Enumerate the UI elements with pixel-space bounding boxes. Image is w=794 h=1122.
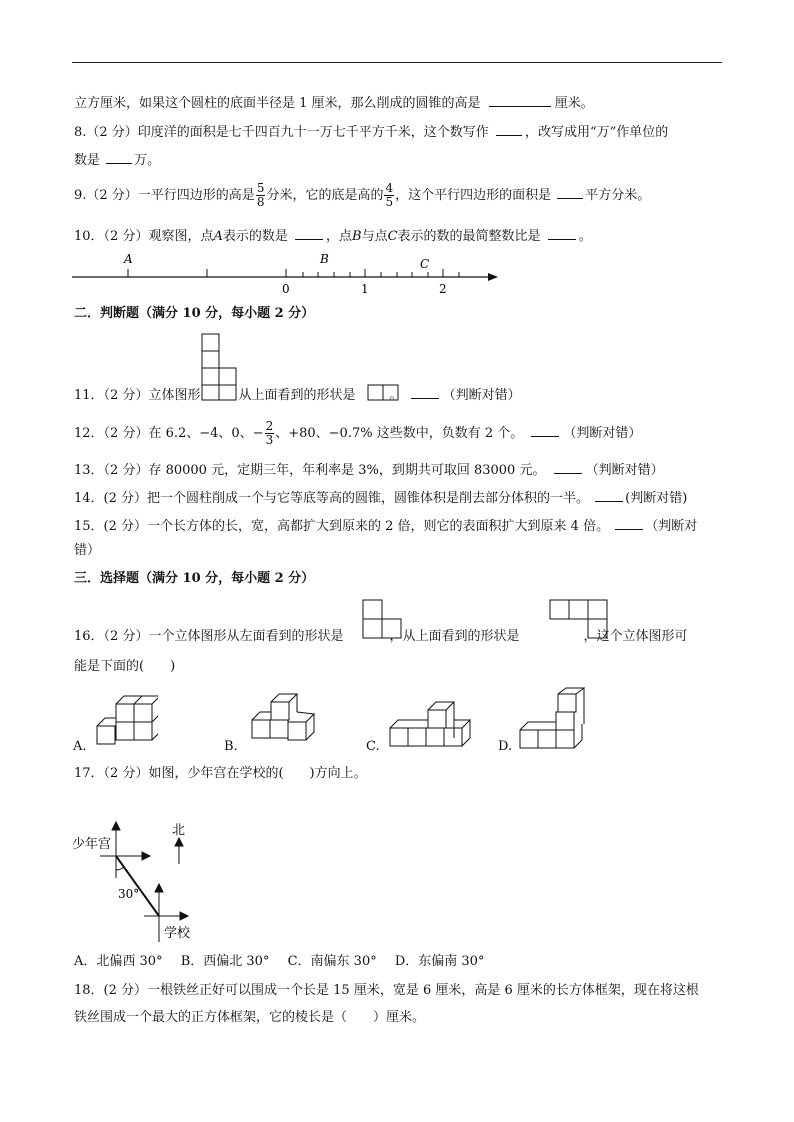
point-c-label: C (387, 229, 398, 244)
answer-blank[interactable] (489, 94, 551, 107)
q16-left-view-shape (361, 599, 405, 641)
fraction-five-eighths: $\frac{5}{8}$ (256, 181, 265, 209)
palace-label: 少年宫 (72, 837, 112, 852)
point-a-label: A (213, 229, 223, 244)
q10-text: 10．（2 分）观察图，点 (74, 229, 214, 244)
number-line (70, 250, 500, 298)
q8-line2 (74, 151, 160, 170)
q10-text4: 与点 (361, 229, 388, 244)
q7-unit: 厘米。 (554, 96, 594, 111)
q13-text: 13．（2 分）存 80000 元，定期三年，年利率是 3%，到期共可取回 83000 元。 (74, 463, 546, 478)
school-label: 学校 (164, 926, 191, 941)
q16-text3: ，这个立体图形可 (583, 629, 688, 644)
answer-blank[interactable] (295, 227, 323, 240)
q14-text: 14．(2 分）把一个圆柱削成一个与它等底等高的圆锥，圆锥体积是削去部分体积的一半。 (74, 491, 590, 506)
q18-line2: 铁丝围成一个最大的正方体框架，它的棱长是（ ）厘米。 (74, 1010, 426, 1025)
q17-options (74, 953, 484, 971)
q17-option-c[interactable]: C．南偏东 30° (287, 954, 377, 969)
q12-line (74, 420, 641, 448)
q17-line: 17．（2 分）如图，少年宫在学校的( )方向上。 (74, 766, 367, 781)
q16-top-view-shape (548, 599, 610, 641)
numline-label-a: A (124, 252, 133, 266)
q8-text2: ，改写成用“万”作单位的 (524, 125, 669, 140)
answer-blank[interactable] (411, 386, 439, 399)
answer-blank[interactable] (554, 461, 582, 474)
q10-text3: ，点 (326, 229, 353, 244)
numline-label-c: C (420, 257, 430, 271)
q11-top-view-shape (367, 384, 401, 402)
answer-blank[interactable] (548, 227, 576, 240)
q18-line1: 18．(2 分）一根铁丝正好可以围成一个长是 15 厘米，宽是 6 厘米，高是 6 厘米的长方体框架，现在将这根 (74, 983, 699, 998)
q13-judge: （判断对错） (585, 463, 664, 478)
q8-text: 8.（2 分）印度洋的面积是七千四百九十一万七千平方千米，这个数写作 (74, 125, 489, 140)
q9-line (74, 181, 650, 211)
q12-text2: 、+80、−0.7% 这些数中，负数有 2 个。 (275, 426, 524, 441)
q8-text3: 数是 (74, 153, 101, 168)
q16-line2: 能是下面的( ) (74, 659, 176, 674)
q14-judge: (判断对错) (625, 491, 688, 506)
north-label: 北 (172, 823, 186, 838)
q7-line (74, 94, 594, 113)
q9-text: 9.（2 分）一平行四边形的高是 (74, 188, 255, 203)
q8-line1 (74, 123, 668, 142)
section-3-heading: 三．选择题（满分 10 分，每小题 2 分） (74, 571, 315, 586)
answer-blank[interactable] (106, 151, 132, 164)
option-a-figure[interactable] (94, 686, 158, 748)
option-d-label[interactable]: D. (498, 739, 513, 754)
section-2-heading: 二．判断题（满分 10 分，每小题 2 分） (74, 306, 315, 321)
option-c-label[interactable]: C. (366, 739, 380, 754)
q15-line2: 错） (74, 543, 101, 558)
fraction-four-fifths: $\frac{4}{5}$ (385, 181, 394, 209)
q11-period: 。 (389, 388, 403, 403)
option-b-label[interactable]: B. (224, 739, 238, 754)
option-c-figure[interactable] (386, 700, 472, 750)
q10-line (74, 227, 592, 246)
option-d-figure[interactable] (516, 686, 588, 750)
q16-text2: ，从上面看到的形状是 (389, 629, 520, 644)
q11-line (74, 386, 521, 405)
header-rule (72, 62, 722, 63)
numline-tick-2: 2 (439, 282, 447, 296)
answer-blank[interactable] (595, 489, 623, 502)
q11-judge: （判断对错） (442, 388, 521, 403)
answer-blank[interactable] (531, 424, 559, 437)
q9-text3: ，这个平行四边形的面积是 (395, 188, 552, 203)
q8-unit: 万。 (134, 153, 161, 168)
answer-blank[interactable] (557, 186, 583, 199)
option-a-label[interactable]: A. (73, 739, 87, 754)
q17-option-a[interactable]: A．北偏西 30° (74, 954, 163, 969)
numline-tick-0: 0 (282, 282, 290, 296)
angle-label: 30° (118, 887, 140, 901)
q10-end: 。 (578, 229, 592, 244)
q17-option-b[interactable]: B．西偏北 30° (180, 954, 270, 969)
numline-tick-1: 1 (361, 282, 369, 296)
q10-text2: 表示的数是 (222, 229, 288, 244)
q15-judge: （判断对 (645, 519, 698, 534)
q11-solid-figure (200, 332, 242, 402)
q10-text5: 表示的数的最简整数比是 (397, 229, 541, 244)
point-b-label: B (352, 229, 362, 244)
q9-text2: 分米，它的底是高的 (266, 188, 384, 203)
answer-blank[interactable] (615, 517, 643, 530)
option-b-figure[interactable] (247, 690, 323, 746)
answer-blank[interactable] (496, 123, 522, 136)
q12-text: 12．（2 分）在 6.2、−4、0、− (74, 426, 264, 441)
q11-text2: 从上面看到的形状是 (238, 388, 356, 403)
q14-line (74, 489, 687, 508)
fraction-two-thirds: $\frac{2}{3}$ (265, 419, 274, 447)
q17-option-d[interactable]: D．东偏南 30° (394, 954, 485, 969)
q15-text: 15．(2 分）一个长方体的长，宽，高都扩大到原来的 2 倍，则它的表面积扩大到原来 4 倍。 (74, 519, 610, 534)
q17-direction-diagram (70, 816, 210, 944)
q13-line (74, 461, 664, 480)
q16-text: 16．（2 分）一个立体图形从左面看到的形状是 (74, 629, 344, 644)
q15-line1 (74, 517, 697, 536)
q9-unit: 平方分米。 (585, 188, 651, 203)
q11-text: 11．（2 分）立体图形 (74, 388, 201, 403)
numline-label-b: B (320, 252, 329, 266)
q12-judge: （判断对错） (563, 426, 642, 441)
q7-text: 立方厘米，如果这个圆柱的底面半径是 1 厘米，那么削成的圆锥的高是 (74, 96, 481, 111)
